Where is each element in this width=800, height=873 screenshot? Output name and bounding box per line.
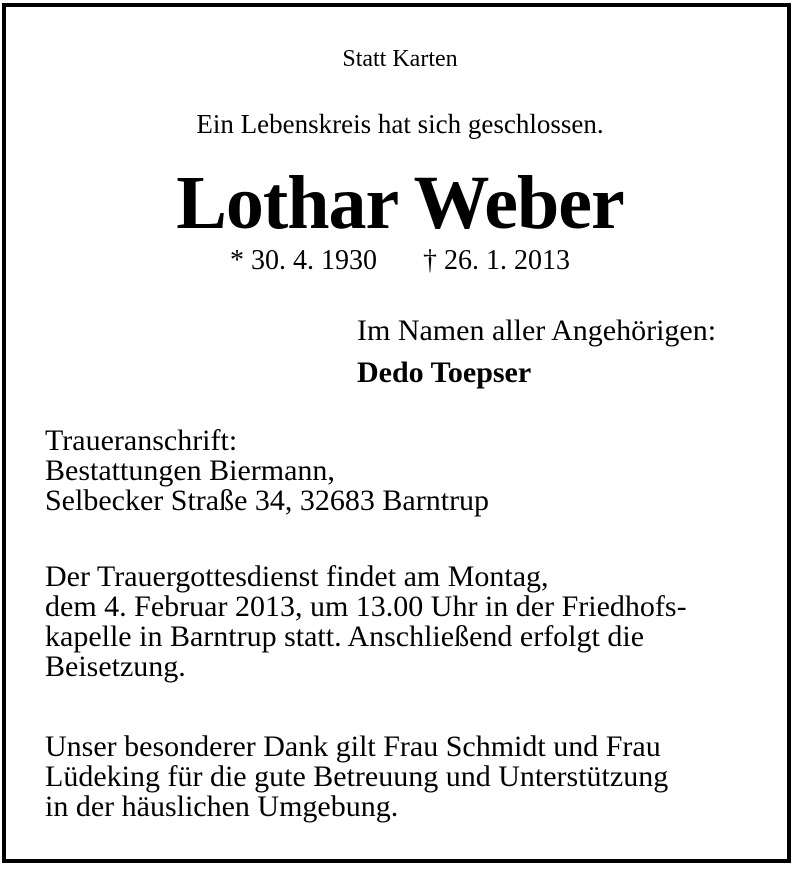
life-dates	[0, 246, 800, 276]
thanks-line: in der häuslichen Umgebung.	[45, 790, 399, 823]
service-block	[45, 562, 687, 682]
thanks-block	[45, 732, 668, 822]
address-block	[45, 426, 489, 516]
birth-date: * 30. 4. 1930	[230, 245, 377, 276]
preamble-text: Statt Karten	[342, 46, 458, 72]
address-line: Traueranschrift:	[45, 424, 238, 457]
thanks-line: Unser besonderer Dank gilt Frau Schmidt und Frau	[45, 730, 661, 763]
signature-line: Im Namen aller Angehörigen:	[357, 314, 717, 347]
service-line: Beisetzung.	[45, 650, 186, 683]
thanks-line: Lüdeking für die gute Betreuung und Unterstützung	[45, 760, 669, 793]
address-line: Bestattungen Biermann,	[45, 454, 335, 487]
service-line: dem 4. Februar 2013, um 13.00 Uhr in der Friedhofs-	[45, 590, 687, 623]
service-line: kapelle in Barntrup statt. Anschließend erfolgt die	[45, 620, 645, 653]
death-date: † 26. 1. 2013	[423, 245, 570, 276]
signature-name: Dedo Toepser	[357, 356, 532, 389]
intro-text: Ein Lebenskreis hat sich geschlossen.	[196, 109, 604, 139]
deceased-name: Lothar Weber	[176, 161, 624, 245]
address-line: Selbecker Straße 34, 32683 Barntrup	[45, 484, 490, 517]
service-line: Der Trauergottesdienst findet am Montag,	[45, 560, 549, 593]
